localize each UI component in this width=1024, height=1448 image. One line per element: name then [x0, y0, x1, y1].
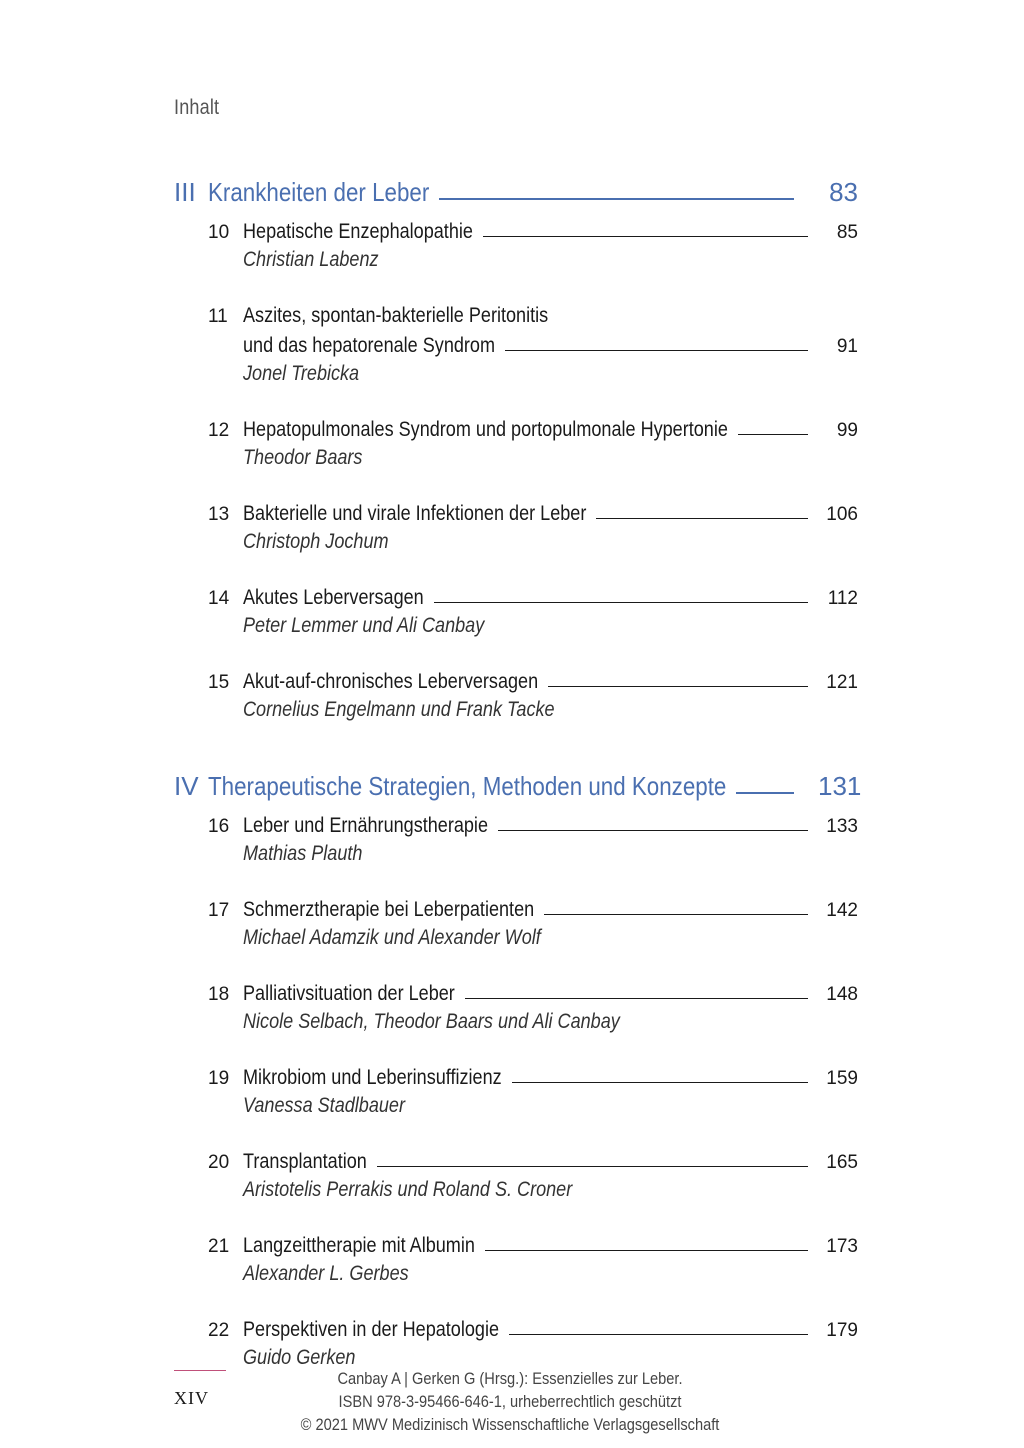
- chapter-number: 17: [208, 900, 230, 921]
- chapter-title-line: [208, 496, 858, 526]
- chapter-author: Aristotelis Perrakis und Roland S. Croner: [243, 1178, 573, 1201]
- chapter-title: Langzeittherapie mit Albumin: [243, 1234, 475, 1257]
- table-of-contents: [174, 166, 862, 1374]
- chapter-title: Bakterielle und virale Infektionen der Leber: [243, 502, 587, 525]
- imprint-line: ISBN 978-3-95466-646-1, urheberrechtlich geschützt: [338, 1392, 682, 1411]
- chapter-page-number: 142: [826, 900, 858, 921]
- chapter-title-line: [208, 664, 858, 694]
- chapter-number: 15: [208, 672, 230, 693]
- chapter-title-line: [208, 328, 858, 358]
- chapter-entry[interactable]: [208, 580, 858, 642]
- chapter-entry[interactable]: [208, 1228, 858, 1290]
- chapter-page-number: 106: [826, 504, 858, 525]
- leader-line: [738, 433, 808, 435]
- chapter-title: und das hepatorenale Syndrom: [243, 334, 496, 357]
- chapter-page-number: 121: [826, 672, 858, 693]
- imprint: [250, 1367, 770, 1436]
- chapter-entry[interactable]: [208, 298, 858, 390]
- leader-line: [498, 829, 808, 831]
- chapter-page-number: 99: [836, 420, 858, 441]
- chapter-title: Mikrobiom und Leberinsuffizienz: [243, 1066, 502, 1089]
- leader-line: [596, 517, 808, 519]
- chapter-title-line: [208, 214, 858, 244]
- chapter-author: Nicole Selbach, Theodor Baars und Ali Canbay: [243, 1010, 620, 1033]
- chapter-number: 20: [208, 1152, 230, 1173]
- chapter-number: 18: [208, 984, 230, 1005]
- chapter-page-number: 112: [827, 588, 858, 609]
- chapter-page-number: 148: [826, 984, 858, 1005]
- chapter-author: Guido Gerken: [243, 1346, 356, 1369]
- chapter-page-number: 133: [826, 816, 858, 837]
- footer-rule: [174, 1370, 226, 1371]
- chapter-page-number: 159: [826, 1068, 858, 1089]
- chapter-author: Cornelius Engelmann und Frank Tacke: [243, 698, 555, 721]
- chapter-author: Alexander L. Gerbes: [243, 1262, 409, 1285]
- leader-line: [377, 1165, 808, 1167]
- chapter-title-line: [208, 808, 858, 838]
- chapter-entry[interactable]: [208, 1144, 858, 1206]
- chapter-author: Vanessa Stadlbauer: [243, 1094, 405, 1117]
- leader-line: [434, 601, 808, 603]
- part-page-number: 131: [818, 771, 862, 801]
- chapter-title-line: [208, 1312, 858, 1342]
- chapter-entry[interactable]: [208, 1312, 858, 1374]
- chapter-number: 14: [208, 588, 230, 609]
- running-head: Inhalt: [174, 96, 220, 119]
- chapter-page-number: 179: [826, 1320, 858, 1341]
- chapter-page-number: 165: [826, 1152, 858, 1173]
- chapter-title: Palliativsituation der Leber: [243, 982, 455, 1005]
- chapter-number: 21: [208, 1236, 230, 1257]
- chapter-title: Hepatopulmonales Syndrom und portopulmonale Hypertonie: [243, 418, 728, 441]
- chapter-number: 19: [208, 1068, 230, 1089]
- chapter-number: 10: [208, 222, 230, 243]
- chapter-entry[interactable]: [208, 214, 858, 276]
- chapter-title-line: [208, 1228, 858, 1258]
- chapter-title: Perspektiven in der Hepatologie: [243, 1318, 500, 1341]
- part-page-number: 83: [829, 177, 858, 207]
- leader-line: [544, 913, 808, 915]
- leader-line: [509, 1333, 808, 1335]
- chapter-author: Peter Lemmer und Ali Canbay: [243, 614, 485, 637]
- chapter-author: Theodor Baars: [243, 446, 363, 469]
- chapter-page-number: 85: [836, 222, 858, 243]
- chapter-entry[interactable]: [208, 1060, 858, 1122]
- part-number: IV: [174, 771, 199, 801]
- chapter-entry[interactable]: [208, 892, 858, 954]
- chapter-title: Transplantation: [243, 1150, 367, 1173]
- chapter-page-number: 91: [836, 336, 858, 357]
- part-title: Therapeutische Strategien, Methoden und Konzepte: [208, 771, 727, 801]
- chapter-title: Leber und Ernährungstherapie: [243, 814, 488, 837]
- chapter-entry[interactable]: [208, 976, 858, 1038]
- chapter-title-line: [208, 580, 858, 610]
- part-heading[interactable]: [174, 166, 858, 208]
- leader-line: [483, 235, 808, 237]
- chapter-title-line: [208, 412, 858, 442]
- chapter-entry[interactable]: [208, 808, 858, 870]
- chapter-title-line: [208, 1060, 858, 1090]
- chapter-title-line: [208, 892, 858, 922]
- chapter-title: Hepatische Enzephalopathie: [243, 220, 473, 243]
- chapter-author: Christian Labenz: [243, 248, 379, 271]
- chapter-entry[interactable]: [208, 496, 858, 558]
- part-heading[interactable]: [174, 760, 862, 802]
- leader-line: [548, 685, 808, 687]
- chapter-page-number: 173: [826, 1236, 858, 1257]
- chapter-number: 13: [208, 504, 230, 525]
- chapter-title: Akut-auf-chronisches Leberversagen: [243, 670, 539, 693]
- chapter-title-line: [208, 976, 858, 1006]
- chapter-title: Schmerztherapie bei Leberpatienten: [243, 898, 535, 921]
- imprint-line: © 2021 MWV Medizinisch Wissenschaftliche Verlagsgesellschaft: [300, 1415, 720, 1434]
- chapter-title-line: [208, 298, 858, 328]
- chapter-title: Aszites, spontan-bakterielle Peritonitis: [243, 304, 549, 327]
- chapter-number: 16: [208, 816, 230, 837]
- chapter-entry[interactable]: [208, 664, 858, 726]
- imprint-line: Canbay A | Gerken G (Hrsg.): Essenzielles zur Leber.: [337, 1369, 683, 1388]
- part-number: III: [174, 177, 196, 207]
- chapter-title-line: [208, 1144, 858, 1174]
- leader-line: [439, 197, 794, 200]
- leader-line: [485, 1249, 808, 1251]
- chapter-entry[interactable]: [208, 412, 858, 474]
- leader-line: [736, 791, 794, 794]
- chapter-author: Mathias Plauth: [243, 842, 363, 865]
- page-folio: XIV: [174, 1388, 209, 1408]
- chapter-author: Christoph Jochum: [243, 530, 389, 553]
- leader-line: [505, 349, 808, 351]
- leader-line: [512, 1081, 808, 1083]
- chapter-number: 22: [208, 1320, 230, 1341]
- part-title: Krankheiten der Leber: [208, 177, 430, 207]
- chapter-number: 12: [208, 420, 230, 441]
- chapter-title: Akutes Leberversagen: [243, 586, 424, 609]
- chapter-author: Michael Adamzik und Alexander Wolf: [243, 926, 541, 949]
- leader-line: [465, 997, 808, 999]
- chapter-author: Jonel Trebicka: [243, 362, 360, 385]
- chapter-number: 11: [208, 306, 228, 327]
